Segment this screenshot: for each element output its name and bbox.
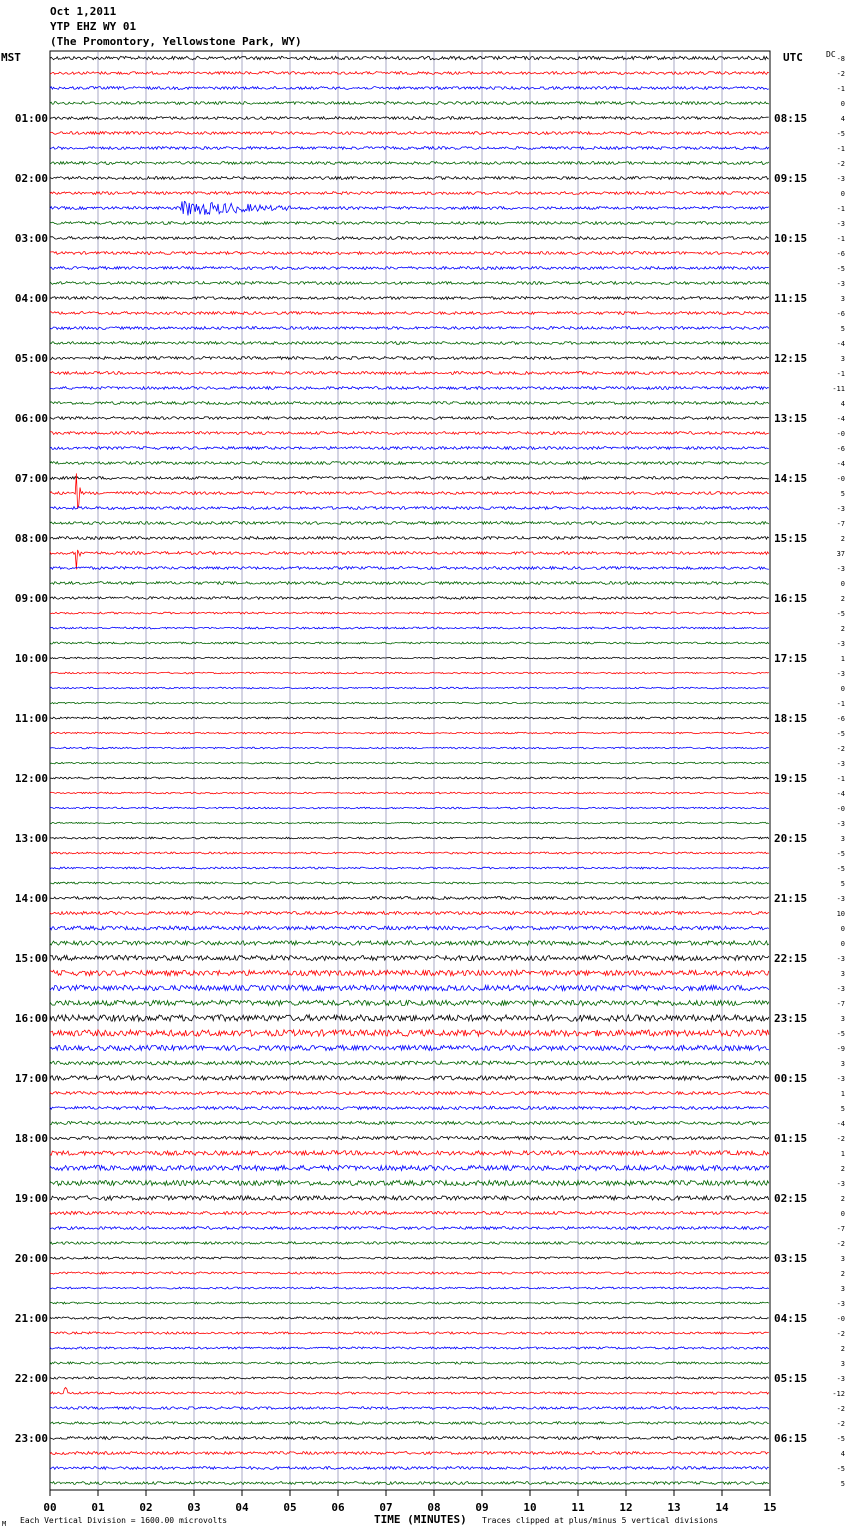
dc-offset-label: 3 [840,1360,845,1368]
seismic-trace [50,762,769,764]
dc-offset-label: 3 [840,355,845,363]
right-hour-label: 02:15 [774,1192,808,1205]
x-tick-label: 01 [91,1501,105,1514]
label-layer [15,55,845,1514]
left-hour-label: 21:00 [14,1312,48,1325]
seismic-trace [50,1121,769,1124]
dc-offset-label: -5 [836,1030,845,1038]
seismic-trace [50,1347,769,1349]
left-hour-label: 13:00 [14,832,48,845]
dc-offset-label: -3 [836,895,845,903]
seismic-trace [50,627,769,629]
dc-offset-label: 2 [840,535,845,543]
right-hour-label: 15:15 [774,532,808,545]
clip-note: Traces clipped at plus/minus 5 vertical divisions [482,1516,719,1525]
dc-offset-label: -3 [836,565,845,573]
dc-offset-label: 2 [840,1195,845,1203]
dc-offset-label: 1 [840,655,845,663]
seismic-trace [50,432,769,435]
seismic-trace [50,897,769,900]
seismic-trace [50,1437,769,1440]
seismic-trace [50,926,769,930]
seismic-trace [50,985,769,990]
dc-offset-label: -0 [836,430,845,438]
seismic-trace [50,777,769,779]
seismic-trace [50,1467,769,1470]
seismic-trace [50,582,769,585]
dc-offset-label: 3 [840,295,845,303]
dc-offset-label: 5 [840,490,845,498]
x-tick-label: 11 [571,1501,585,1514]
seismic-trace [50,732,769,734]
left-hour-label: 18:00 [14,1132,48,1145]
dc-offset-label: -5 [836,130,845,138]
seismic-trace [50,417,769,420]
left-hour-label: 04:00 [14,292,48,305]
left-hour-label: 07:00 [14,472,48,485]
dc-offset-label: -3 [836,670,845,678]
seismic-trace [50,970,769,975]
seismic-trace [50,1151,769,1155]
dc-offset-label: -1 [836,775,845,783]
seismic-trace [50,252,769,255]
dc-offset-label: -6 [836,250,845,258]
seismic-trace [50,567,769,570]
seismic-trace [50,132,769,135]
dc-offset-label: -11 [832,385,845,393]
right-hour-label: 08:15 [774,112,808,125]
right-hour-label: 20:15 [774,832,808,845]
dc-offset-label: -5 [836,265,845,273]
seismic-trace [50,342,769,345]
right-hour-label: 18:15 [774,712,808,725]
x-tick-label: 05 [283,1501,297,1514]
seismic-trace [50,955,769,960]
seismic-trace [50,747,769,749]
right-timezone-label: UTC [783,51,803,64]
seismic-trace [50,612,769,614]
dc-offset-label: -6 [836,715,845,723]
seismic-trace [50,702,769,704]
dc-offset-label: -2 [836,1330,845,1338]
left-hour-label: 08:00 [14,532,48,545]
dc-offset-label: -2 [836,1405,845,1413]
station-label: YTP EHZ WY 01 [50,20,137,33]
seismic-trace [50,1377,769,1379]
seismic-trace [50,837,769,839]
dc-offset-label: 2 [840,1345,845,1353]
seismic-trace [50,477,769,480]
seismic-trace [50,1196,769,1200]
x-tick-label: 07 [379,1501,393,1514]
left-hour-label: 19:00 [14,1192,48,1205]
scale-note: Each Vertical Division = 1600.00 microvolts [20,1516,228,1525]
dc-offset-label: -3 [836,985,845,993]
x-tick-label: 04 [235,1501,249,1514]
right-hour-label: 12:15 [774,352,808,365]
seismic-trace [50,1317,769,1319]
seismic-trace [50,852,769,854]
left-hour-label: 11:00 [14,712,48,725]
dc-offset-label: -9 [836,1045,845,1053]
left-hour-label: 12:00 [14,772,48,785]
seismic-trace [50,1076,769,1080]
seismic-trace [50,687,769,689]
left-hour-label: 02:00 [14,172,48,185]
dc-offset-label: 0 [840,685,845,693]
dc-offset-label: 3 [840,1285,845,1293]
dc-offset-label: -3 [836,1375,845,1383]
dc-offset-label: -3 [836,1300,845,1308]
dc-offset-label: 3 [840,1255,845,1263]
dc-offset-label: -6 [836,310,845,318]
dc-offset-label: -3 [836,760,845,768]
right-hour-label: 14:15 [774,472,808,485]
left-hour-label: 16:00 [14,1012,48,1025]
dc-offset-label: -3 [836,505,845,513]
dc-offset-label: -7 [836,520,845,528]
dc-offset-label: 4 [840,1450,845,1458]
seismic-trace [50,372,769,375]
right-hour-label: 16:15 [774,592,808,605]
dc-offset-label: -7 [836,1000,845,1008]
dc-offset-label: 0 [840,190,845,198]
seismic-trace [50,1452,769,1455]
left-hour-label: 01:00 [14,112,48,125]
dc-offset-label: 2 [840,1165,845,1173]
dc-offset-label: -1 [836,85,845,93]
seismic-trace [50,177,769,180]
seismic-trace [50,1422,769,1425]
right-hour-label: 11:15 [774,292,808,305]
seismic-trace [50,327,769,330]
x-tick-label: 02 [139,1501,153,1514]
seismic-trace [50,1482,769,1485]
seismic-trace [50,102,769,105]
seismic-trace [50,1061,769,1065]
left-hour-label: 22:00 [14,1372,48,1385]
dc-offset-label: 5 [840,1105,845,1113]
right-hour-label: 03:15 [774,1252,808,1265]
dc-offset-label: 2 [840,1270,845,1278]
dc-offset-label: 10 [836,910,845,918]
seismic-trace [50,1407,769,1410]
dc-offset-label: -4 [836,1120,845,1128]
dc-offset-label: -2 [836,70,845,78]
dc-offset-label: -0 [836,475,845,483]
dc-offset-label: 5 [840,325,845,333]
seismic-trace [50,1272,769,1274]
seismic-trace [50,192,769,195]
dc-offset-label: 1 [840,1150,845,1158]
seismic-trace [50,642,769,644]
seismic-trace [50,1165,769,1170]
dc-offset-label: 3 [840,835,845,843]
seismic-trace [50,72,769,75]
seismic-trace [50,162,769,165]
dc-offset-label: 1 [840,1090,845,1098]
seismic-trace [50,1180,769,1185]
dc-offset-label: -4 [836,415,845,423]
seismic-trace [50,537,769,540]
date-label: Oct 1,2011 [50,5,117,18]
right-hour-label: 21:15 [774,892,808,905]
seismic-trace [50,1332,769,1334]
seismic-trace [50,222,769,225]
seismic-trace [50,941,769,945]
seismic-trace [50,1257,769,1259]
dc-offset-label: 4 [840,400,845,408]
seismic-trace [50,1045,769,1050]
dc-offset-label: -7 [836,1225,845,1233]
dc-offset-label: -3 [836,1180,845,1188]
corner-mark: M [2,1520,7,1528]
seismic-trace [50,882,769,884]
seismic-trace [50,792,769,794]
seismic-trace [50,717,769,719]
dc-offset-label: 0 [840,100,845,108]
dc-offset-label: -4 [836,340,845,348]
seismic-trace [50,1211,769,1214]
seismic-trace [50,1388,769,1395]
seismic-trace [50,507,769,510]
right-hour-label: 04:15 [774,1312,808,1325]
seismic-trace [50,1030,769,1036]
dc-offset-label: -2 [836,160,845,168]
dc-offset-label: 0 [840,925,845,933]
x-tick-label: 08 [427,1501,441,1514]
dc-offset-label: -5 [836,850,845,858]
dc-offset-label: -1 [836,370,845,378]
dc-offset-label: -3 [836,280,845,288]
left-hour-label: 09:00 [14,592,48,605]
dc-offset-label: -4 [836,460,845,468]
seismic-trace [50,1136,769,1139]
left-hour-label: 14:00 [14,892,48,905]
dc-offset-label: -3 [836,955,845,963]
seismic-trace [50,237,769,240]
right-hour-label: 23:15 [774,1012,808,1025]
seismic-trace [50,522,769,525]
dc-offset-label: -5 [836,610,845,618]
dc-offset-label: -4 [836,790,845,798]
right-hour-label: 13:15 [774,412,808,425]
dc-offset-label: -2 [836,745,845,753]
x-tick-label: 14 [715,1501,729,1514]
seismic-trace [50,117,769,120]
seismic-trace [50,550,769,569]
dc-offset-label: -3 [836,820,845,828]
dc-offset-label: 2 [840,595,845,603]
dc-offset-label: -1 [836,205,845,213]
seismic-trace [50,402,769,405]
dc-offset-label: 0 [840,940,845,948]
x-tick-label: 06 [331,1501,345,1514]
seismic-trace [50,447,769,450]
dc-offset-label: -1 [836,145,845,153]
x-axis-label: TIME (MINUTES) [374,1513,467,1526]
seismic-trace [50,1287,769,1289]
dc-offset-label: 0 [840,1210,845,1218]
dc-offset-label: 2 [840,625,845,633]
seismic-trace [50,56,769,60]
seismic-trace [50,807,769,809]
seismic-trace [50,597,769,600]
seismic-trace [50,297,769,300]
right-hour-label: 00:15 [774,1072,808,1085]
x-tick-label: 10 [523,1501,537,1514]
right-hour-label: 06:15 [774,1432,808,1445]
dc-offset-label: -0 [836,1315,845,1323]
left-hour-label: 15:00 [14,952,48,965]
seismic-trace [50,911,769,914]
seismic-trace [50,147,769,150]
dc-offset-label: 0 [840,580,845,588]
seismic-trace [50,1106,769,1109]
dc-offset-label: -3 [836,175,845,183]
seismic-trace [50,267,769,270]
left-hour-label: 10:00 [14,652,48,665]
dc-offset-label: -1 [836,235,845,243]
seismic-trace [50,387,769,390]
dc-offset-label: -12 [832,1390,845,1398]
dc-offset-label: -3 [836,1075,845,1083]
dc-offset-label: -3 [836,220,845,228]
left-hour-label: 06:00 [14,412,48,425]
x-tick-label: 12 [619,1501,633,1514]
right-hour-label: 22:15 [774,952,808,965]
dc-offset-label: 3 [840,1015,845,1023]
dc-offset-label: 5 [840,1480,845,1488]
right-hour-label: 01:15 [774,1132,808,1145]
dc-offset-label: -0 [836,805,845,813]
dc-offset-label: 37 [836,550,845,558]
seismic-trace [50,1362,769,1364]
x-tick-label: 09 [475,1501,489,1514]
seismic-trace [50,672,769,674]
dc-offset-label: -2 [836,1240,845,1248]
dc-offset-label: 5 [840,880,845,888]
right-hour-label: 17:15 [774,652,808,665]
x-tick-label: 13 [667,1501,681,1514]
dc-offset-label: 3 [840,970,845,978]
left-hour-label: 05:00 [14,352,48,365]
seismic-trace [50,867,769,869]
seismic-trace [50,822,769,824]
seismic-trace [50,1000,769,1005]
dc-offset-label: -2 [836,1135,845,1143]
x-tick-label: 00 [43,1501,57,1514]
dc-offset-label: 3 [840,1060,845,1068]
dc-offset-label: -1 [836,700,845,708]
dc-label: DC [826,50,836,59]
dc-offset-label: -3 [836,640,845,648]
seismic-trace [50,357,769,360]
seismic-trace [50,1091,769,1094]
seismic-trace [50,1302,769,1304]
seismic-trace [50,87,769,90]
right-hour-label: 19:15 [774,772,808,785]
seismic-trace [50,201,769,215]
right-hour-label: 05:15 [774,1372,808,1385]
seismic-trace [50,1227,769,1230]
location-label: (The Promontory, Yellowstone Park, WY) [50,35,302,48]
x-tick-label: 15 [763,1501,777,1514]
seismic-trace [50,312,769,315]
left-hour-label: 17:00 [14,1072,48,1085]
dc-offset-label: -8 [836,55,845,63]
right-hour-label: 09:15 [774,172,808,185]
left-hour-label: 03:00 [14,232,48,245]
seismic-trace [50,282,769,285]
dc-offset-label: -5 [836,1435,845,1443]
dc-offset-label: -5 [836,865,845,873]
plot-frame [50,51,770,1490]
dc-offset-label: -2 [836,1420,845,1428]
left-hour-label: 20:00 [14,1252,48,1265]
seismic-trace [50,1015,769,1021]
seismic-trace [50,657,769,659]
x-tick-label: 03 [187,1501,201,1514]
right-hour-label: 10:15 [774,232,808,245]
dc-offset-label: -6 [836,445,845,453]
seismic-trace [50,1242,769,1245]
dc-offset-label: 4 [840,115,845,123]
dc-offset-label: -5 [836,1465,845,1473]
dc-offset-label: -5 [836,730,845,738]
trace-layer [50,56,769,1484]
left-hour-label: 23:00 [14,1432,48,1445]
left-timezone-label: MST [1,51,21,64]
seismic-trace [50,462,769,465]
